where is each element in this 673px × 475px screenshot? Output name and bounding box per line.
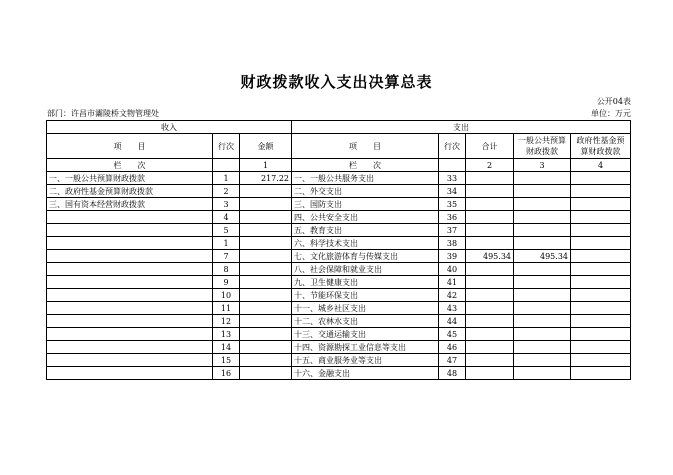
- general-amount: [514, 172, 571, 185]
- income-line: 12: [213, 315, 240, 328]
- income-line: 11: [213, 302, 240, 315]
- fund-amount: [571, 185, 631, 198]
- income-line: 15: [213, 354, 240, 367]
- expense-line: 45: [439, 328, 466, 341]
- income-item: 二、政府性基金预算财政拨款: [47, 185, 213, 198]
- expense-line: 37: [439, 224, 466, 237]
- total-amount: [466, 289, 514, 302]
- income-item: [47, 354, 213, 367]
- budget-table: [46, 120, 631, 380]
- income-line: 2: [213, 185, 240, 198]
- col-expense-item: 项 目: [292, 134, 439, 159]
- expense-item: 五、教育支出: [292, 224, 439, 237]
- fund-amount: [571, 341, 631, 354]
- income-item: 三、国有资本经营财政拨款: [47, 198, 213, 211]
- income-amount: [240, 354, 292, 367]
- total-amount: [466, 328, 514, 341]
- fund-amount: [571, 354, 631, 367]
- table-row: [47, 172, 631, 185]
- department-label: 部门：许昌市灞陵桥文物管理处: [47, 109, 159, 118]
- income-line: 1: [213, 237, 240, 250]
- total-amount: [466, 224, 514, 237]
- total-amount: [466, 367, 514, 380]
- expense-item: 十二、农林水支出: [292, 315, 439, 328]
- income-line: 7: [213, 250, 240, 263]
- total-amount: 495.34: [466, 250, 514, 263]
- general-amount: [514, 315, 571, 328]
- table-row: [47, 250, 631, 263]
- expense-item: 十一、城乡社区支出: [292, 302, 439, 315]
- income-item: [47, 315, 213, 328]
- column-index-row: [47, 159, 631, 172]
- income-item: [47, 367, 213, 380]
- table-row: [47, 315, 631, 328]
- general-amount: [514, 276, 571, 289]
- income-amount: [240, 237, 292, 250]
- income-amount: [240, 341, 292, 354]
- income-line: 9: [213, 276, 240, 289]
- col-income-item: 项 目: [47, 134, 213, 159]
- expense-line: 36: [439, 211, 466, 224]
- income-line: 16: [213, 367, 240, 380]
- general-amount: [514, 237, 571, 250]
- total-amount: [466, 263, 514, 276]
- table-row: [47, 289, 631, 302]
- fund-amount: [571, 250, 631, 263]
- expense-item: 十三、交通运输支出: [292, 328, 439, 341]
- expense-header: 支出: [292, 121, 631, 134]
- expense-item: 八、社会保障和就业支出: [292, 263, 439, 276]
- expense-line: 48: [439, 367, 466, 380]
- expense-item: 二、外交支出: [292, 185, 439, 198]
- column-header-row: [47, 134, 631, 159]
- total-amount: [466, 354, 514, 367]
- table-row: [47, 354, 631, 367]
- income-amount: [240, 315, 292, 328]
- form-number: 公开04表: [596, 97, 631, 106]
- income-amount: [240, 198, 292, 211]
- expense-line: 46: [439, 341, 466, 354]
- income-item: [47, 237, 213, 250]
- total-amount: [466, 211, 514, 224]
- total-amount: [466, 172, 514, 185]
- income-item: [47, 263, 213, 276]
- expense-line: 35: [439, 198, 466, 211]
- general-amount: [514, 341, 571, 354]
- income-amount: [240, 185, 292, 198]
- total-amount: [466, 237, 514, 250]
- fund-amount: [571, 198, 631, 211]
- table-row: [47, 185, 631, 198]
- expense-line: 47: [439, 354, 466, 367]
- fund-amount: [571, 302, 631, 315]
- income-line: 14: [213, 341, 240, 354]
- income-line: 8: [213, 263, 240, 276]
- general-amount: [514, 302, 571, 315]
- income-amount: [240, 250, 292, 263]
- lanci-two: 2: [466, 159, 514, 172]
- expense-line: 44: [439, 315, 466, 328]
- expense-line: 42: [439, 289, 466, 302]
- income-item: [47, 250, 213, 263]
- fund-amount: [571, 211, 631, 224]
- lanci-blank-2: [439, 159, 466, 172]
- expense-item: 六、科学技术支出: [292, 237, 439, 250]
- table-row: [47, 328, 631, 341]
- income-item: [47, 289, 213, 302]
- table-row: [47, 276, 631, 289]
- general-amount: [514, 354, 571, 367]
- total-amount: [466, 198, 514, 211]
- fund-amount: [571, 224, 631, 237]
- expense-item: 一、一般公共服务支出: [292, 172, 439, 185]
- income-amount: [240, 302, 292, 315]
- income-amount: [240, 263, 292, 276]
- table-row: [47, 367, 631, 380]
- table-row: [47, 198, 631, 211]
- table-row: [47, 211, 631, 224]
- page-title: 财政拨款收入支出决算总表: [240, 73, 433, 91]
- table-row: [47, 237, 631, 250]
- income-item: [47, 224, 213, 237]
- general-amount: [514, 263, 571, 276]
- expense-item: 十四、资源勘探工业信息等支出: [292, 341, 439, 354]
- col-income-line: 行次: [213, 134, 240, 159]
- income-amount: [240, 211, 292, 224]
- expense-item: 十、节能环保支出: [292, 289, 439, 302]
- expense-item: 七、文化旅游体育与传媒支出: [292, 250, 439, 263]
- lanci-three: 3: [514, 159, 571, 172]
- income-amount: 217.22: [240, 172, 292, 185]
- fund-amount: [571, 315, 631, 328]
- fund-amount: [571, 263, 631, 276]
- lanci-label-2: 栏 次: [292, 159, 439, 172]
- total-amount: [466, 302, 514, 315]
- table-row: [47, 302, 631, 315]
- table-row: [47, 341, 631, 354]
- col-income-amount: 金额: [240, 134, 292, 159]
- total-amount: [466, 315, 514, 328]
- income-line: 13: [213, 328, 240, 341]
- income-line: 5: [213, 224, 240, 237]
- lanci-label: 栏 次: [47, 159, 213, 172]
- general-amount: [514, 289, 571, 302]
- income-item: [47, 328, 213, 341]
- col-fund-budget: 政府性基金预算财政拨款: [571, 134, 631, 159]
- income-amount: [240, 276, 292, 289]
- fund-amount: [571, 367, 631, 380]
- table-row: [47, 263, 631, 276]
- section-header-row: [47, 121, 631, 134]
- general-amount: [514, 367, 571, 380]
- general-amount: [514, 224, 571, 237]
- col-expense-line: 行次: [439, 134, 466, 159]
- fund-amount: [571, 328, 631, 341]
- expense-line: 40: [439, 263, 466, 276]
- lanci-blank: [213, 159, 240, 172]
- total-amount: [466, 185, 514, 198]
- expense-item: 十六、金融支出: [292, 367, 439, 380]
- unit-label: 单位：万元: [591, 109, 631, 118]
- lanci-four: 4: [571, 159, 631, 172]
- general-amount: [514, 328, 571, 341]
- income-line: 3: [213, 198, 240, 211]
- income-item: [47, 211, 213, 224]
- income-amount: [240, 367, 292, 380]
- general-amount: [514, 185, 571, 198]
- income-amount: [240, 328, 292, 341]
- income-item: 一、一般公共预算财政拨款: [47, 172, 213, 185]
- expense-line: 39: [439, 250, 466, 263]
- expense-item: 三、国防支出: [292, 198, 439, 211]
- income-line: 1: [213, 172, 240, 185]
- col-general-budget: 一般公共预算财政拨款: [514, 134, 571, 159]
- income-amount: [240, 289, 292, 302]
- income-line: 10: [213, 289, 240, 302]
- general-amount: 495.34: [514, 250, 571, 263]
- general-amount: [514, 211, 571, 224]
- income-item: [47, 276, 213, 289]
- income-item: [47, 302, 213, 315]
- col-total: 合计: [466, 134, 514, 159]
- general-amount: [514, 198, 571, 211]
- fund-amount: [571, 276, 631, 289]
- expense-line: 33: [439, 172, 466, 185]
- expense-line: 41: [439, 276, 466, 289]
- expense-item: 四、公共安全支出: [292, 211, 439, 224]
- fund-amount: [571, 289, 631, 302]
- total-amount: [466, 276, 514, 289]
- expense-item: 九、卫生健康支出: [292, 276, 439, 289]
- total-amount: [466, 341, 514, 354]
- lanci-one: 1: [240, 159, 292, 172]
- income-line: 4: [213, 211, 240, 224]
- table-row: [47, 224, 631, 237]
- fund-amount: [571, 237, 631, 250]
- expense-line: 38: [439, 237, 466, 250]
- fund-amount: [571, 172, 631, 185]
- expense-line: 34: [439, 185, 466, 198]
- income-header: 收入: [47, 121, 292, 134]
- expense-item: 十五、商业服务业等支出: [292, 354, 439, 367]
- income-amount: [240, 224, 292, 237]
- income-item: [47, 341, 213, 354]
- expense-line: 43: [439, 302, 466, 315]
